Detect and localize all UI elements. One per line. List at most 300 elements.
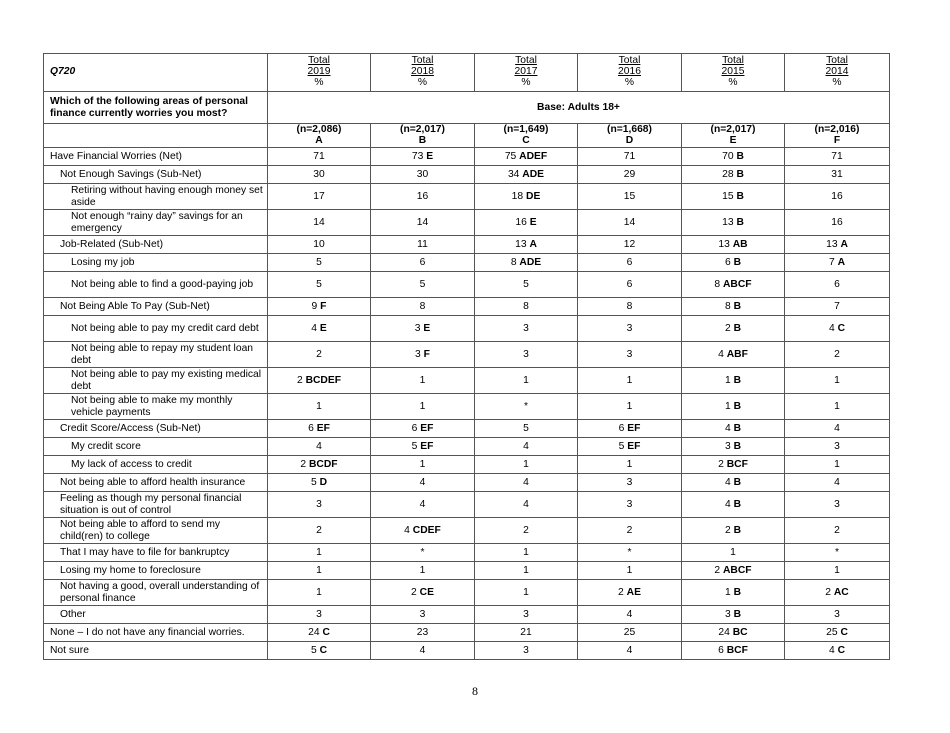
cell-value: * [627, 547, 632, 558]
data-cell [785, 420, 890, 438]
column-n-c [475, 124, 578, 148]
cell-value: 1 [316, 547, 322, 558]
column-n: (n=2,086) [296, 123, 342, 135]
cell-value: 15 [722, 191, 734, 202]
cell-value: 4 [828, 645, 835, 656]
table-row [44, 272, 890, 298]
data-cell [578, 624, 682, 642]
data-cell [578, 210, 682, 236]
data-cell [371, 518, 475, 544]
data-cell [475, 492, 578, 518]
significance-letters: BCDF [309, 459, 338, 470]
data-cell [268, 210, 371, 236]
table-row [44, 394, 890, 420]
significance-letters: ABCF [723, 279, 752, 290]
cell-value: 13 [826, 239, 838, 250]
row-label: Not having a good, overall understanding of personal finance [44, 580, 268, 606]
significance-letters: F [423, 349, 430, 360]
data-cell [682, 420, 785, 438]
cell-value: 4 [724, 423, 731, 434]
data-cell [578, 342, 682, 368]
data-cell [682, 606, 785, 624]
significance-letters: A [529, 239, 537, 250]
cell-value: 6 [718, 645, 724, 656]
significance-letters: AE [626, 587, 641, 598]
column-unit: % [417, 76, 428, 88]
cell-value: 7 [834, 301, 840, 312]
significance-letters: B [736, 169, 744, 180]
cell-value: 4 [404, 525, 410, 536]
significance-letters: CE [419, 587, 434, 598]
row-label: Credit Score/Access (Sub-Net) [44, 420, 268, 438]
cell-value: 1 [626, 459, 633, 470]
cell-value: 5 [316, 279, 322, 290]
data-cell [578, 456, 682, 474]
significance-letters: BCDEF [305, 375, 342, 386]
data-cell [371, 298, 475, 316]
cell-value: 8 [714, 279, 721, 290]
data-cell [682, 456, 785, 474]
cell-value: 8 [724, 301, 731, 312]
cell-value: 29 [623, 169, 636, 180]
column-letter: F [833, 134, 841, 146]
data-cell [268, 420, 371, 438]
column-header-b [371, 54, 475, 92]
cell-value: 3 [834, 499, 840, 510]
data-cell [268, 316, 371, 342]
column-n: (n=1,649) [503, 123, 549, 135]
data-cell [371, 420, 475, 438]
data-cell [682, 580, 785, 606]
cell-value: 1 [419, 459, 426, 470]
significance-letters: D [319, 477, 328, 488]
row-label: Not being able to pay my credit card debt [44, 316, 268, 342]
data-cell [268, 492, 371, 518]
cell-value: 3 [316, 499, 322, 510]
cell-value: 31 [831, 169, 843, 180]
cell-value: 1 [724, 587, 731, 598]
data-cell [268, 562, 371, 580]
data-cell [578, 254, 682, 272]
data-cell [578, 420, 682, 438]
significance-letters: B [733, 499, 742, 510]
data-cell [268, 184, 371, 210]
column-title: Total [618, 55, 641, 67]
cell-value: 10 [313, 239, 325, 250]
table-row [44, 236, 890, 254]
column-title: Total [826, 55, 848, 67]
significance-letters: E [529, 217, 537, 228]
data-cell [785, 272, 890, 298]
column-year: 2014 [825, 66, 849, 78]
row-label: That I may have to file for bankruptcy [44, 544, 268, 562]
cell-value: 24 [308, 627, 320, 638]
data-cell [475, 236, 578, 254]
cell-value: 6 [834, 279, 840, 290]
row-label: Not being able to afford health insurance [44, 474, 268, 492]
significance-letters: B [733, 257, 742, 268]
cell-value: 8 [510, 257, 517, 268]
data-cell [268, 254, 371, 272]
data-cell [578, 272, 682, 298]
data-cell [475, 148, 578, 166]
cell-value: 6 [626, 257, 633, 268]
cell-value: 5 [523, 279, 529, 290]
cell-value: 23 [416, 627, 429, 638]
cell-value: 25 [826, 627, 838, 638]
data-cell [578, 148, 682, 166]
cell-value: 4 [419, 645, 426, 656]
column-n-b [371, 124, 475, 148]
cell-value: 1 [316, 587, 322, 598]
data-cell [371, 474, 475, 492]
cell-value: * [834, 547, 839, 558]
data-cell [682, 316, 785, 342]
significance-letters: B [733, 301, 742, 312]
column-letter: D [625, 134, 634, 146]
cell-value: 4 [316, 441, 322, 452]
row-label: None – I do not have any financial worries. [44, 624, 268, 642]
data-cell [682, 474, 785, 492]
cell-value: 9 [311, 301, 318, 312]
column-year: 2018 [411, 66, 434, 78]
data-cell [268, 580, 371, 606]
data-cell [371, 254, 475, 272]
cell-value: 1 [834, 375, 840, 386]
data-cell [578, 368, 682, 394]
data-cell [578, 166, 682, 184]
cell-value: 17 [313, 191, 325, 202]
data-cell [371, 272, 475, 298]
cell-value: 28 [722, 169, 734, 180]
data-cell [785, 342, 890, 368]
significance-letters: EF [627, 441, 641, 452]
question-id: Q720 [44, 54, 268, 92]
significance-letters: CDEF [412, 525, 441, 536]
data-cell [785, 624, 890, 642]
data-cell [785, 606, 890, 624]
cell-value: 1 [316, 565, 322, 576]
column-n-d [578, 124, 682, 148]
data-cell [682, 166, 785, 184]
header-row-years [44, 54, 890, 92]
cell-value: 4 [626, 645, 633, 656]
cell-value: 2 [296, 375, 303, 386]
cell-value: 3 [523, 349, 529, 360]
data-cell [475, 272, 578, 298]
cell-value: 4 [828, 323, 835, 334]
cell-value: 2 [834, 349, 840, 360]
header-row-question [44, 92, 890, 124]
data-cell [578, 474, 682, 492]
column-unit: % [832, 76, 842, 88]
cell-value: 1 [626, 401, 633, 412]
data-cell [785, 580, 890, 606]
data-cell [475, 518, 578, 544]
cell-value: 16 [831, 191, 843, 202]
cell-value: 16 [416, 191, 429, 202]
cell-value: 6 [308, 423, 314, 434]
column-n-a [268, 124, 371, 148]
data-cell [682, 518, 785, 544]
data-cell [578, 298, 682, 316]
data-cell [268, 456, 371, 474]
column-unit: % [728, 76, 738, 88]
data-cell [268, 342, 371, 368]
cell-value: 3 [724, 609, 731, 620]
significance-letters: B [733, 609, 742, 620]
cell-value: 2 [626, 525, 633, 536]
table-row [44, 624, 890, 642]
data-cell [371, 236, 475, 254]
cell-value: 71 [623, 151, 636, 162]
data-cell [578, 438, 682, 456]
table-row [44, 438, 890, 456]
data-cell [268, 148, 371, 166]
cell-value: 4 [311, 323, 317, 334]
cell-value: 4 [523, 441, 529, 452]
data-cell [475, 316, 578, 342]
significance-letters: DE [526, 191, 541, 202]
cell-value: 1 [523, 459, 529, 470]
cell-value: 1 [724, 401, 731, 412]
significance-letters: A [837, 257, 846, 268]
cell-value: 6 [618, 423, 625, 434]
cell-value: 3 [414, 323, 421, 334]
data-cell [371, 368, 475, 394]
significance-letters: EF [627, 423, 641, 434]
data-cell [475, 624, 578, 642]
row-label: Not sure [44, 642, 268, 660]
cell-value: 15 [623, 191, 636, 202]
data-cell [371, 562, 475, 580]
cell-value: 3 [523, 645, 529, 656]
cell-value: 30 [416, 169, 429, 180]
data-cell [682, 236, 785, 254]
significance-letters: A [840, 239, 848, 250]
table-row [44, 492, 890, 518]
data-cell [475, 642, 578, 660]
data-cell [371, 394, 475, 420]
data-cell [371, 492, 475, 518]
data-cell [475, 474, 578, 492]
significance-letters: B [736, 151, 744, 162]
cell-value: 30 [313, 169, 325, 180]
significance-letters: B [733, 477, 742, 488]
data-cell [682, 492, 785, 518]
cell-value: 4 [523, 499, 529, 510]
significance-letters: BCF [726, 645, 748, 656]
significance-letters: BC [732, 627, 748, 638]
row-label: Losing my job [44, 254, 268, 272]
data-cell [268, 518, 371, 544]
column-n: (n=1,668) [607, 123, 652, 135]
row-label: My credit score [44, 438, 268, 456]
significance-letters: C [837, 323, 846, 334]
data-cell [785, 210, 890, 236]
data-cell [371, 342, 475, 368]
significance-letters: AB [732, 239, 748, 250]
table-row [44, 562, 890, 580]
cell-value: 13 [718, 239, 730, 250]
data-cell [475, 580, 578, 606]
cell-value: * [523, 401, 528, 412]
column-letter: A [315, 134, 323, 146]
data-cell [475, 562, 578, 580]
table-row [44, 456, 890, 474]
row-label: Not Being Able To Pay (Sub-Net) [44, 298, 268, 316]
data-cell [682, 438, 785, 456]
column-year: 2017 [514, 66, 538, 78]
significance-letters: B [733, 587, 742, 598]
column-header-c [475, 54, 578, 92]
cell-value: 5 [310, 477, 317, 488]
data-cell [578, 518, 682, 544]
data-cell [268, 394, 371, 420]
significance-letters: F [320, 301, 327, 312]
cell-value: 71 [831, 151, 843, 162]
column-header-e [682, 54, 785, 92]
significance-letters: EF [316, 423, 330, 434]
cell-value: 2 [316, 349, 322, 360]
row-label: Other [44, 606, 268, 624]
cell-value: 1 [834, 401, 840, 412]
significance-letters: B [733, 323, 742, 334]
cell-value: 7 [828, 257, 835, 268]
cell-value: 1 [523, 375, 529, 386]
row-label: Not being able to afford to send my child(ren) to college [44, 518, 268, 544]
significance-letters: B [733, 401, 742, 412]
cell-value: 3 [415, 349, 421, 360]
cell-value: 2 [825, 587, 831, 598]
column-letter: E [729, 134, 737, 146]
cell-value: 3 [626, 477, 633, 488]
data-cell [785, 368, 890, 394]
significance-letters: AC [833, 587, 849, 598]
cell-value: 13 [722, 217, 734, 228]
data-cell [268, 438, 371, 456]
cell-value: 75 [504, 151, 517, 162]
cell-value: 3 [834, 609, 840, 620]
data-cell [682, 394, 785, 420]
data-cell [371, 456, 475, 474]
data-cell [682, 254, 785, 272]
data-cell [785, 166, 890, 184]
cell-value: 5 [411, 441, 418, 452]
significance-letters: EF [420, 423, 434, 434]
data-cell [578, 394, 682, 420]
significance-letters: ADE [522, 169, 545, 180]
cell-value: 25 [623, 627, 636, 638]
row-label: Not being able to repay my student loan debt [44, 342, 268, 368]
column-n: (n=2,016) [814, 123, 860, 135]
significance-letters: B [733, 525, 742, 536]
cell-value: 5 [419, 279, 426, 290]
column-year: 2016 [618, 66, 641, 78]
table-row [44, 166, 890, 184]
data-cell [785, 518, 890, 544]
data-cell [475, 544, 578, 562]
cell-value: 1 [523, 565, 529, 576]
data-cell [785, 298, 890, 316]
row-label: Not being able to find a good-paying job [44, 272, 268, 298]
table-row [44, 544, 890, 562]
data-cell [785, 394, 890, 420]
data-cell [578, 236, 682, 254]
cell-value: 4 [724, 477, 731, 488]
cell-value: 2 [300, 459, 307, 470]
cell-value: 21 [520, 627, 532, 638]
data-cell [578, 642, 682, 660]
cell-value: 6 [626, 279, 633, 290]
data-cell [371, 316, 475, 342]
data-cell [475, 166, 578, 184]
header-row-n [44, 124, 890, 148]
cell-value: 2 [618, 587, 624, 598]
cell-value: 3 [834, 441, 840, 452]
cell-value: 4 [834, 423, 840, 434]
significance-letters: ADE [519, 257, 542, 268]
data-cell [475, 438, 578, 456]
column-title: Total [308, 55, 330, 67]
column-letter: C [522, 134, 530, 146]
cell-value: 2 [411, 587, 417, 598]
data-cell [268, 474, 371, 492]
cell-value: 14 [623, 217, 636, 228]
data-cell [785, 148, 890, 166]
data-cell [475, 254, 578, 272]
cell-value: 2 [714, 565, 721, 576]
row-label: My lack of access to credit [44, 456, 268, 474]
cell-value: 8 [419, 301, 426, 312]
data-cell [578, 580, 682, 606]
header-blank-cell [44, 124, 268, 148]
cell-value: 34 [507, 169, 520, 180]
cell-value: 2 [834, 525, 840, 536]
cell-value: 1 [419, 375, 426, 386]
data-cell [785, 316, 890, 342]
data-cell [371, 580, 475, 606]
cell-value: 24 [718, 627, 730, 638]
cell-value: 5 [310, 645, 317, 656]
table-row [44, 184, 890, 210]
cell-value: 18 [511, 191, 524, 202]
cell-value: 2 [724, 525, 731, 536]
column-n: (n=2,017) [710, 123, 756, 135]
table-row [44, 254, 890, 272]
data-cell [268, 236, 371, 254]
cell-value: 5 [618, 441, 625, 452]
data-cell [475, 298, 578, 316]
row-label: Job-Related (Sub-Net) [44, 236, 268, 254]
cell-value: 1 [523, 547, 529, 558]
cell-value: 5 [523, 423, 529, 434]
data-cell [682, 544, 785, 562]
column-header-f [785, 54, 890, 92]
column-header-d [578, 54, 682, 92]
data-cell [578, 544, 682, 562]
cell-value: 14 [313, 217, 325, 228]
cell-value: 71 [313, 151, 325, 162]
significance-letters: C [840, 627, 848, 638]
row-label: Feeling as though my personal financial situation is out of control [44, 492, 268, 518]
significance-letters: C [322, 627, 330, 638]
column-n-f [785, 124, 890, 148]
data-cell [785, 456, 890, 474]
row-label: Not enough “rainy day” savings for an emergency [44, 210, 268, 236]
cell-value: 70 [722, 151, 734, 162]
row-label: Losing my home to foreclosure [44, 562, 268, 580]
